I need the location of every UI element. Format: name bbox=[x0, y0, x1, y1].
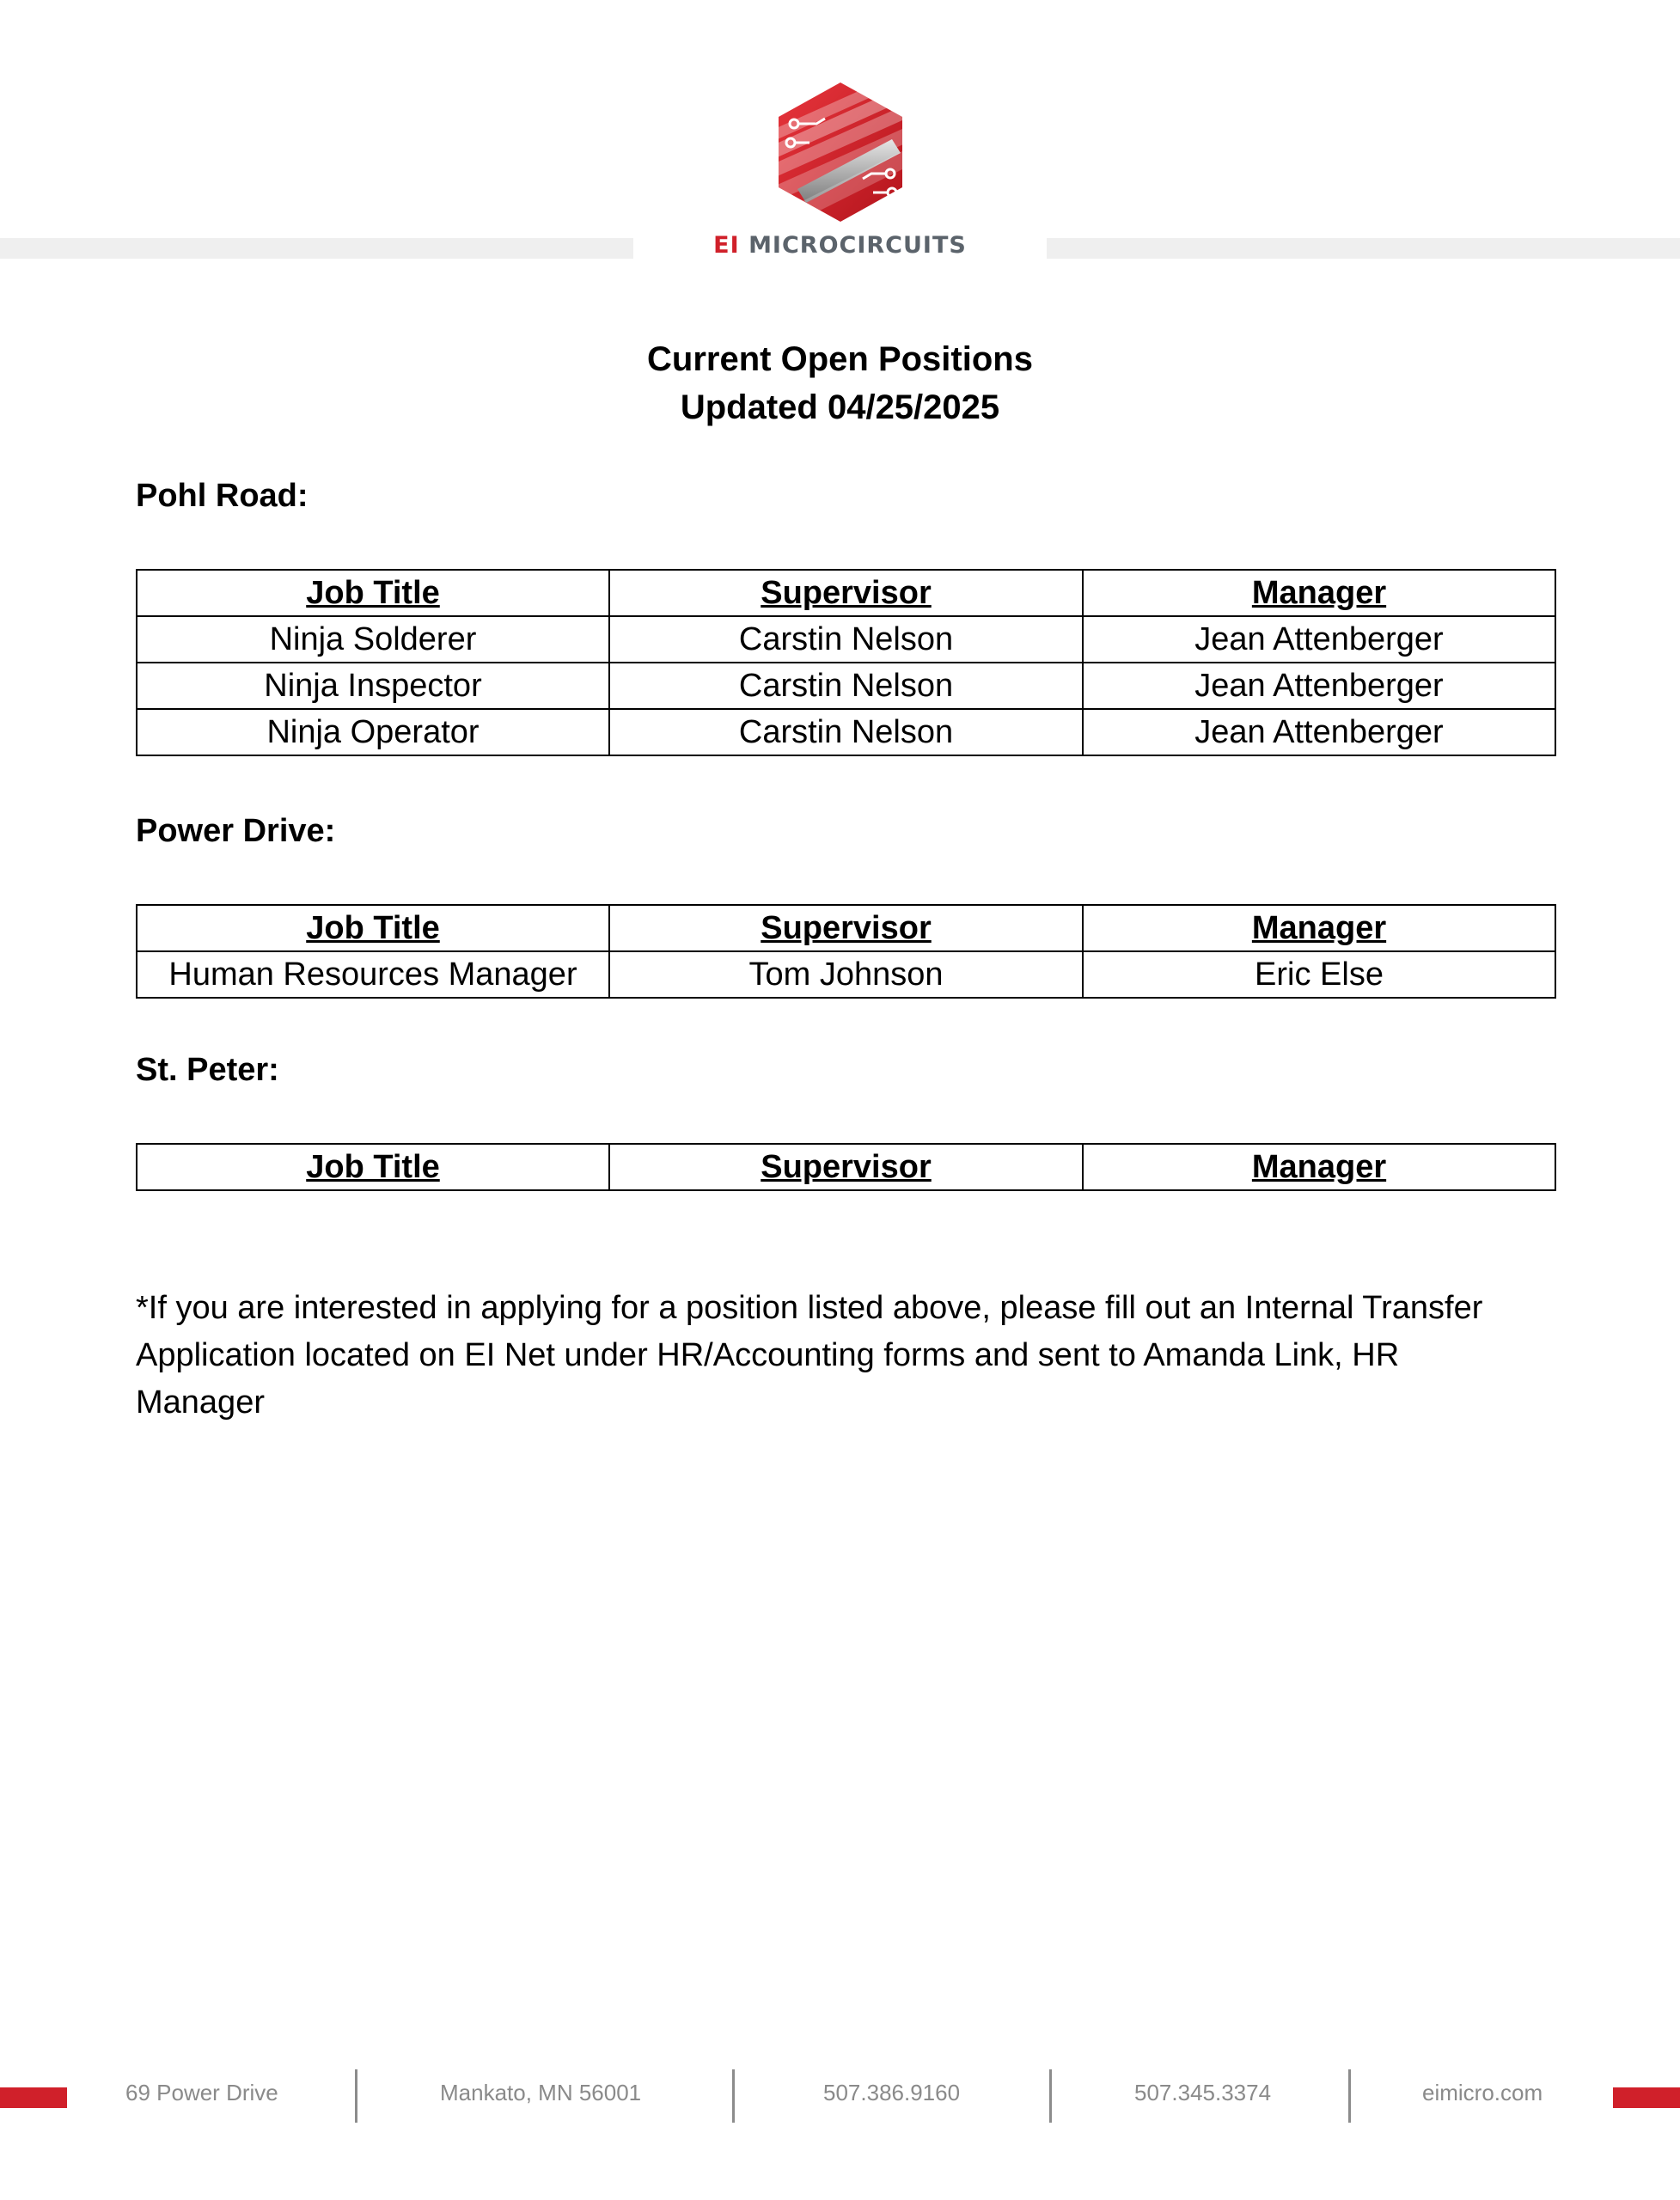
job-title-cell: Ninja Inspector bbox=[137, 663, 609, 709]
job-title-cell: Ninja Solderer bbox=[137, 616, 609, 663]
manager-cell: Jean Attenberger bbox=[1083, 709, 1555, 755]
footer-website: eimicro.com bbox=[1422, 2080, 1543, 2105]
positions-table-power-drive bbox=[136, 904, 1556, 999]
job-title-cell: Human Resources Manager bbox=[137, 951, 609, 998]
table-header-row bbox=[137, 570, 1555, 616]
footer-divider bbox=[355, 2069, 357, 2123]
section-heading-pohl-road: Pohl Road: bbox=[136, 478, 309, 514]
supervisor-cell: Tom Johnson bbox=[609, 951, 1083, 998]
footer-phone-2: 507.345.3374 bbox=[1134, 2080, 1272, 2105]
column-header-supervisor: Supervisor bbox=[609, 1144, 1083, 1190]
table-row bbox=[137, 616, 1555, 663]
brand-wordmark bbox=[692, 232, 988, 259]
footer-divider bbox=[732, 2069, 735, 2123]
table-row bbox=[137, 951, 1555, 998]
positions-table-pohl-road bbox=[136, 569, 1556, 756]
footer-accent-left bbox=[0, 2087, 67, 2108]
header-rule-right bbox=[1047, 238, 1680, 259]
table-header-row bbox=[137, 905, 1555, 951]
manager-cell: Eric Else bbox=[1083, 951, 1555, 998]
column-header-manager: Manager bbox=[1083, 1144, 1555, 1190]
footer-divider bbox=[1348, 2069, 1351, 2123]
title-line-2: Updated 04/25/2025 bbox=[680, 388, 1000, 426]
manager-cell: Jean Attenberger bbox=[1083, 663, 1555, 709]
footer-address: 69 Power Drive bbox=[125, 2080, 278, 2105]
column-header-job-title: Job Title bbox=[137, 1144, 609, 1190]
column-header-job-title: Job Title bbox=[137, 570, 609, 616]
footer-accent-right bbox=[1613, 2087, 1680, 2108]
footer-divider bbox=[1049, 2069, 1052, 2123]
section-heading-st-peter: St. Peter: bbox=[136, 1052, 279, 1088]
column-header-supervisor: Supervisor bbox=[609, 570, 1083, 616]
column-header-manager: Manager bbox=[1083, 570, 1555, 616]
positions-table-st-peter bbox=[136, 1143, 1556, 1191]
manager-cell: Jean Attenberger bbox=[1083, 616, 1555, 663]
document-title bbox=[0, 335, 1680, 431]
column-header-job-title: Job Title bbox=[137, 905, 609, 951]
table-header-row bbox=[137, 1144, 1555, 1190]
job-title-cell: Ninja Operator bbox=[137, 709, 609, 755]
header-rule-left bbox=[0, 238, 633, 259]
brand-microcircuits: MICROCIRCUITS bbox=[748, 232, 967, 259]
brand-ei: EI bbox=[713, 232, 740, 259]
supervisor-cell: Carstin Nelson bbox=[609, 663, 1083, 709]
column-header-supervisor: Supervisor bbox=[609, 905, 1083, 951]
column-header-manager: Manager bbox=[1083, 905, 1555, 951]
table-row bbox=[137, 663, 1555, 709]
supervisor-cell: Carstin Nelson bbox=[609, 616, 1083, 663]
table-row bbox=[137, 709, 1555, 755]
supervisor-cell: Carstin Nelson bbox=[609, 709, 1083, 755]
footer-city: Mankato, MN 56001 bbox=[440, 2080, 642, 2105]
section-heading-power-drive: Power Drive: bbox=[136, 813, 336, 849]
application-note: *If you are interested in applying for a position listed above, please fill out an Internal Transfer Application located on EI Net under HR/Accounting forms and sent to Amanda Link, HR Manager bbox=[136, 1290, 1483, 1421]
title-line-1: Current Open Positions bbox=[647, 340, 1033, 378]
company-logo-icon bbox=[772, 79, 909, 225]
footer-phone-1: 507.386.9160 bbox=[823, 2080, 961, 2105]
